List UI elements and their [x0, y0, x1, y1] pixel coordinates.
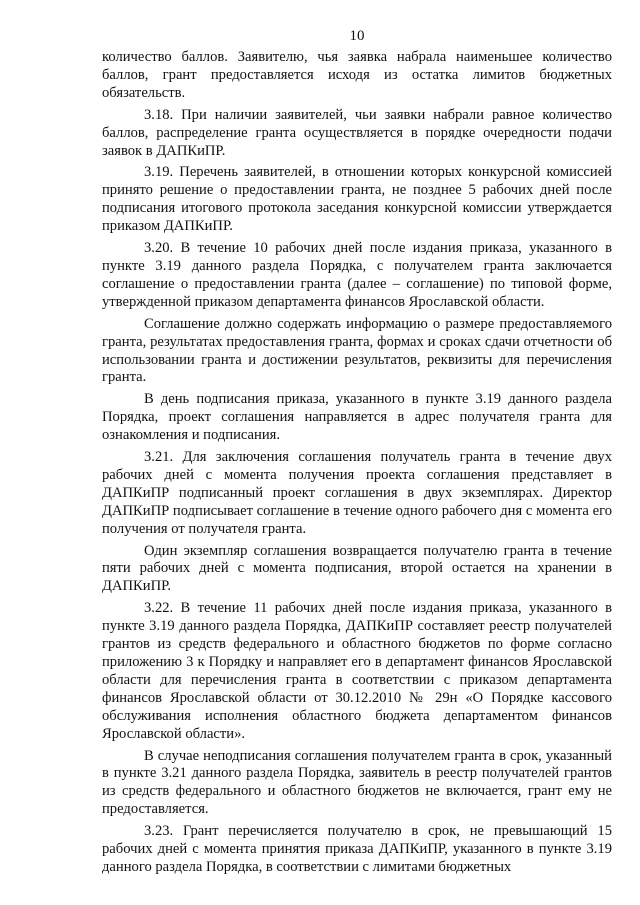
paragraph: 3.22. В течение 11 рабочих дней после издания приказа, указанного в пункте 3.19 данного раздела Порядка, ДАПКиПР составляет реестр получателей грантов из средств федерального и областного бюджетов по форме согласно приложению 3 к Порядку и направляет его в департамент финансов Ярославской области для перечисления гранта в соответствии с приказом департамента финансов Ярославской области от 30.12.2010 № 29н «О Порядке кассового обслуживания исполнения областного бюджета департаментом финансов Ярославской области». — [102, 600, 612, 742]
paragraph: 3.18. При наличии заявителей, чьи заявки набрали равное количество баллов, распределение гранта осуществляется в порядке очередности подачи заявок в ДАПКиПР. — [102, 106, 612, 159]
paragraph: Один экземпляр соглашения возвращается получателю гранта в течение пяти рабочих дней с момента подписания, второй остается на хранении в ДАПКиПР. — [102, 542, 612, 595]
paragraph: 3.21. Для заключения соглашения получатель гранта в течение двух рабочих дней с момента получения проекта соглашения представляет в ДАПКиПР подписанный проект соглашения в двух экземплярах. Директор ДАПКиПР подписывает соглашение в течение одного рабочего дня с момента его получения от получателя гранта. — [102, 449, 612, 537]
paragraph: 3.23. Грант перечисляется получателю в срок, не превышающий 15 рабочих дней с момента принятия приказа ДАПКиПР, указанного в пункте 3.19 данного раздела Порядка, в соответствии с лимитами бюджетных — [102, 823, 612, 875]
paragraph: 3.19. Перечень заявителей, в отношении которых конкурсной комиссией принято решение о предоставлении гранта, не позднее 5 рабочих дней после подписания итогового протокола заседания конкурсной комиссии утверждается приказом ДАПКиПР. — [102, 164, 612, 235]
page-number: 10 — [349, 28, 365, 44]
paragraph: В случае неподписания соглашения получателем гранта в срок, указанный в пункте 3.21 данного раздела Порядка, заявитель в реестр получателей грантов из средств федерального и областного бюджетов не включается, грант ему не предоставляется. — [102, 747, 612, 818]
paragraph: Соглашение должно содержать информацию о размере предоставляемого гранта, результатах предоставления гранта, формах и сроках сдачи отчетности об использовании гранта и достижении результатов, реквизиты для перечисления гранта. — [102, 315, 612, 386]
paragraph: 3.20. В течение 10 рабочих дней после издания приказа, указанного в пункте 3.19 данного раздела Порядка, с получателем гранта заключается соглашение о предоставлении гранта (далее – соглашение) по типовой форме, утвержденной приказом департамента финансов Ярославской области. — [102, 240, 612, 310]
document-body — [102, 49, 612, 877]
paragraph: количество баллов. Заявителю, чья заявка набрала наименьшее количество баллов, грант предоставляется исходя из остатка лимитов бюджетных обязательств. — [102, 49, 612, 101]
paragraph: В день подписания приказа, указанного в пункте 3.19 данного раздела Порядка, проект соглашения направляется в адрес получателя гранта для ознакомления и подписания. — [102, 391, 612, 444]
